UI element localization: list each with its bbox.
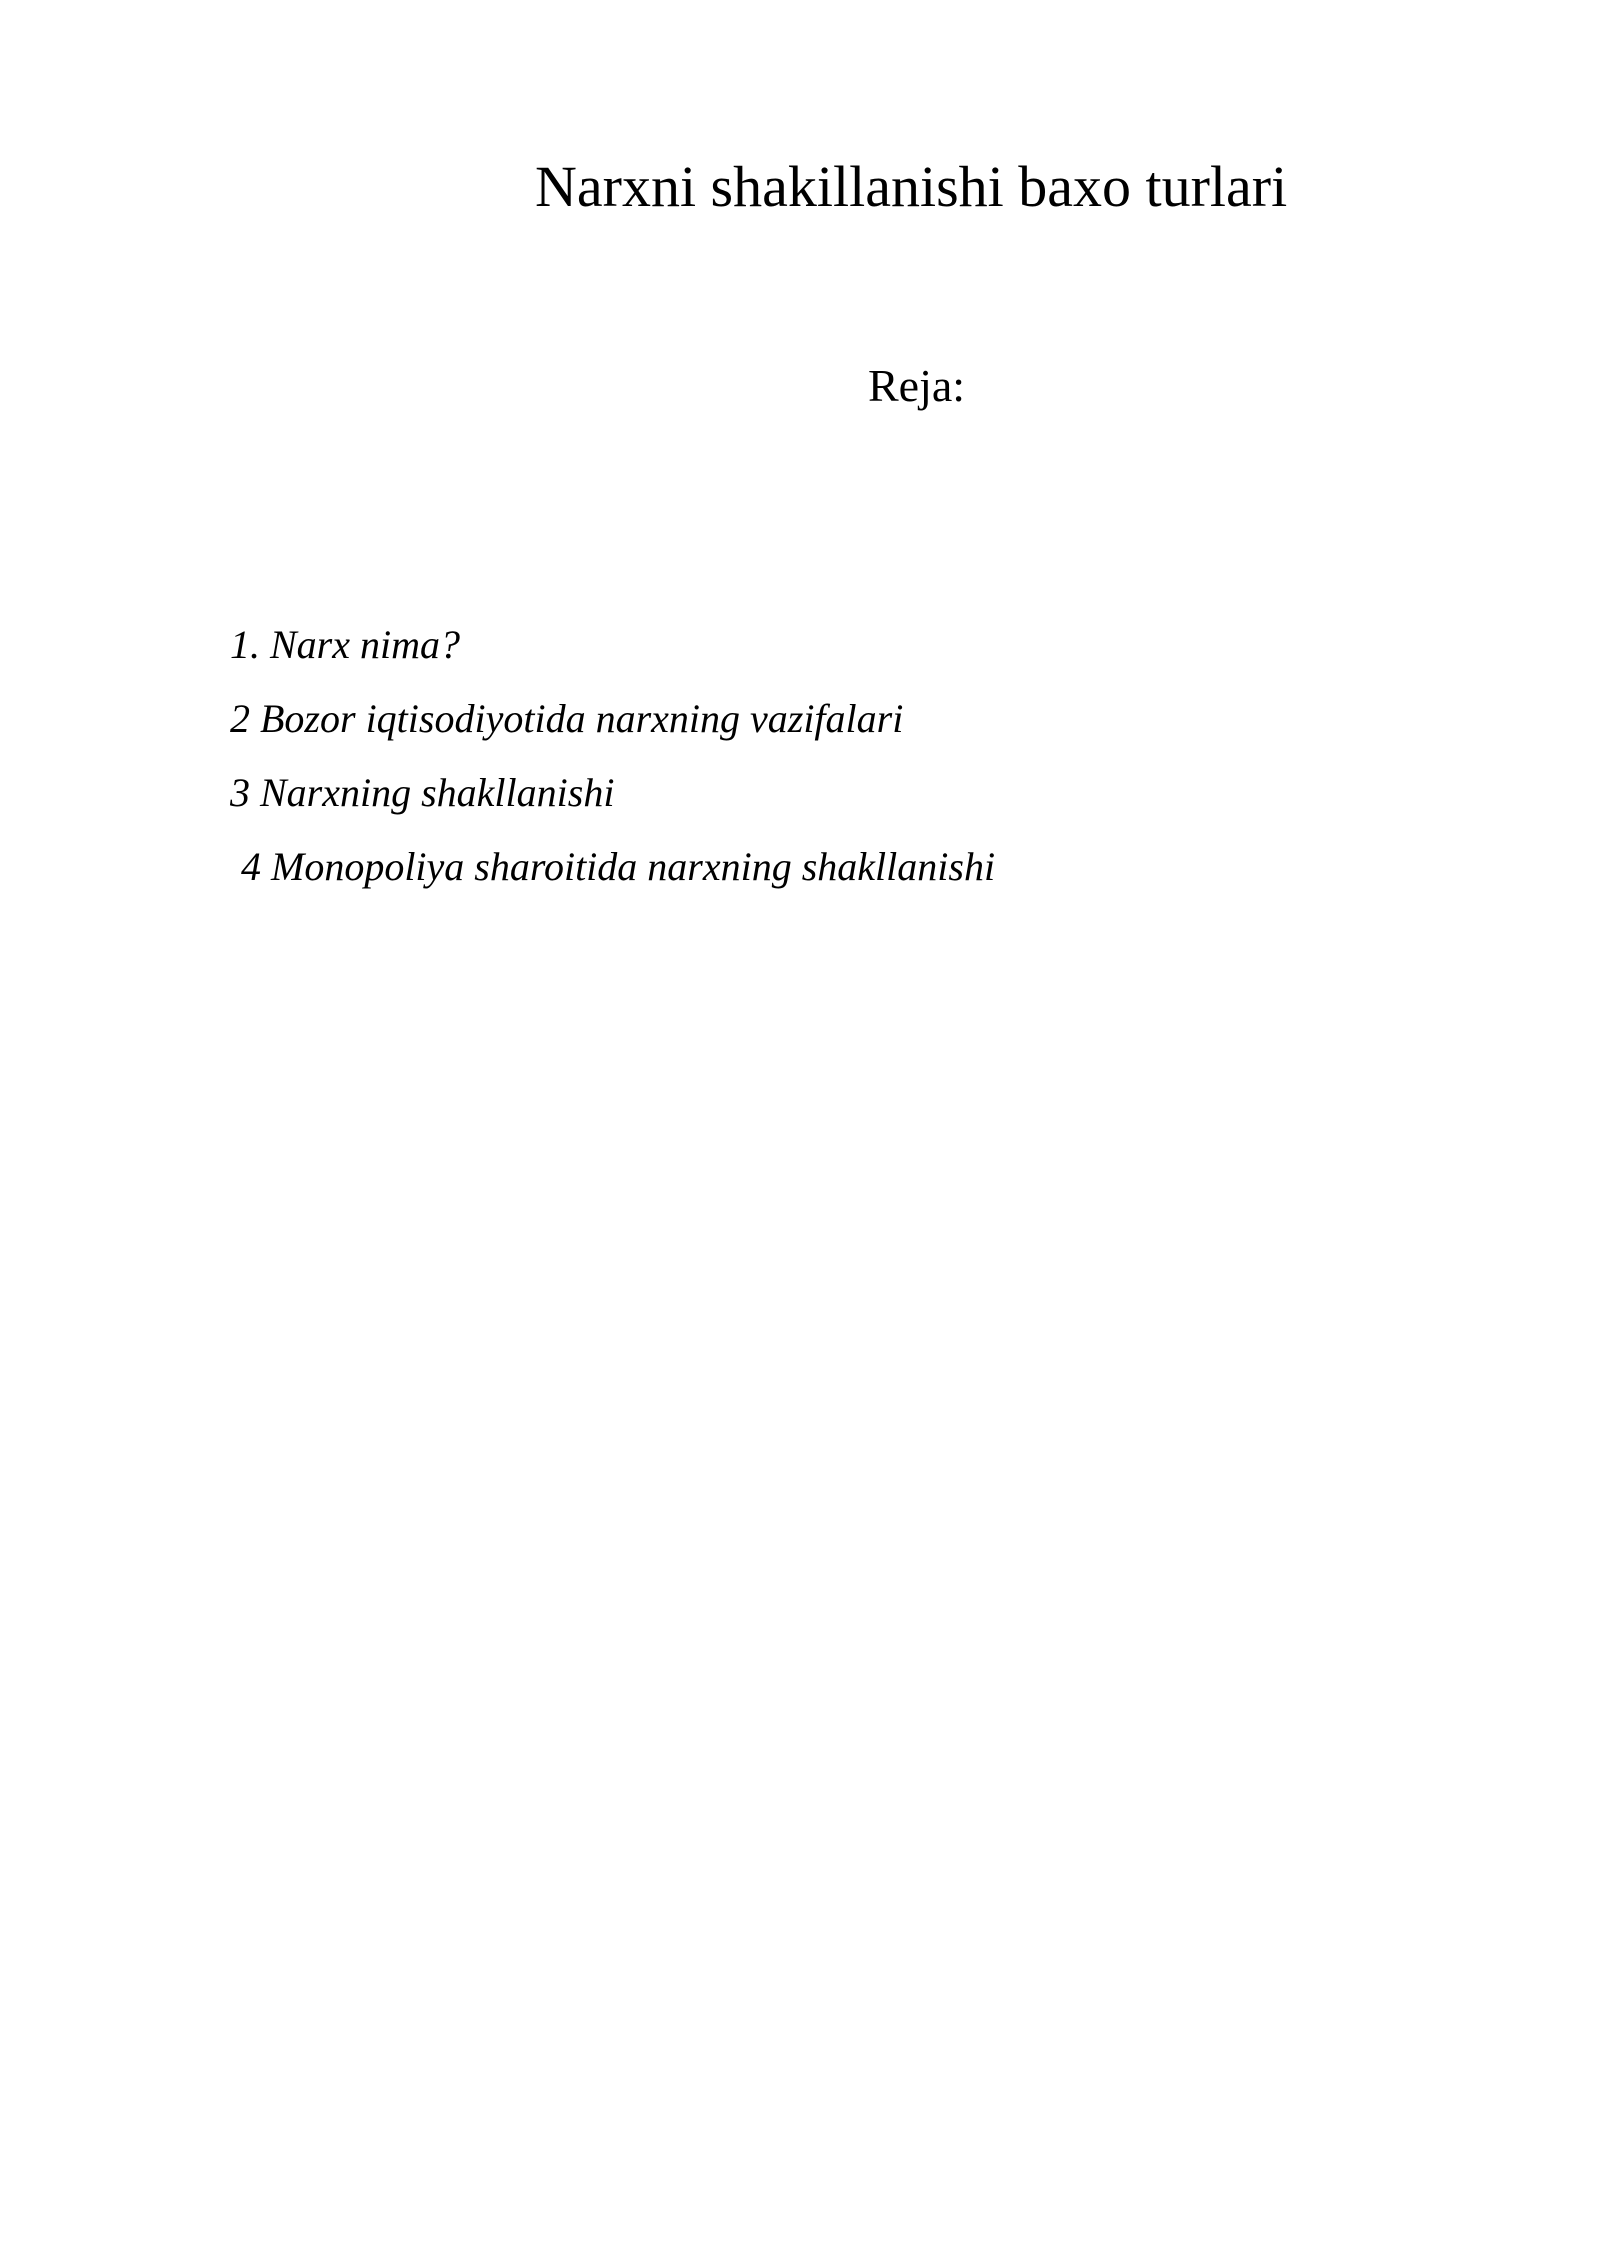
plan-item: 1. Narx nima? (230, 622, 460, 667)
plan-list (230, 608, 995, 904)
plan-item: 4 Monopoliya sharoitida narxning shakllanishi (241, 844, 996, 889)
plan-item: 3 Narxning shakllanishi (230, 770, 615, 815)
plan-heading: Reja: (868, 360, 966, 411)
document-title: Narxni shakillanishi baxo turlari (535, 154, 1288, 219)
plan-item: 2 Bozor iqtisodiyotida narxning vazifalari (230, 696, 904, 741)
